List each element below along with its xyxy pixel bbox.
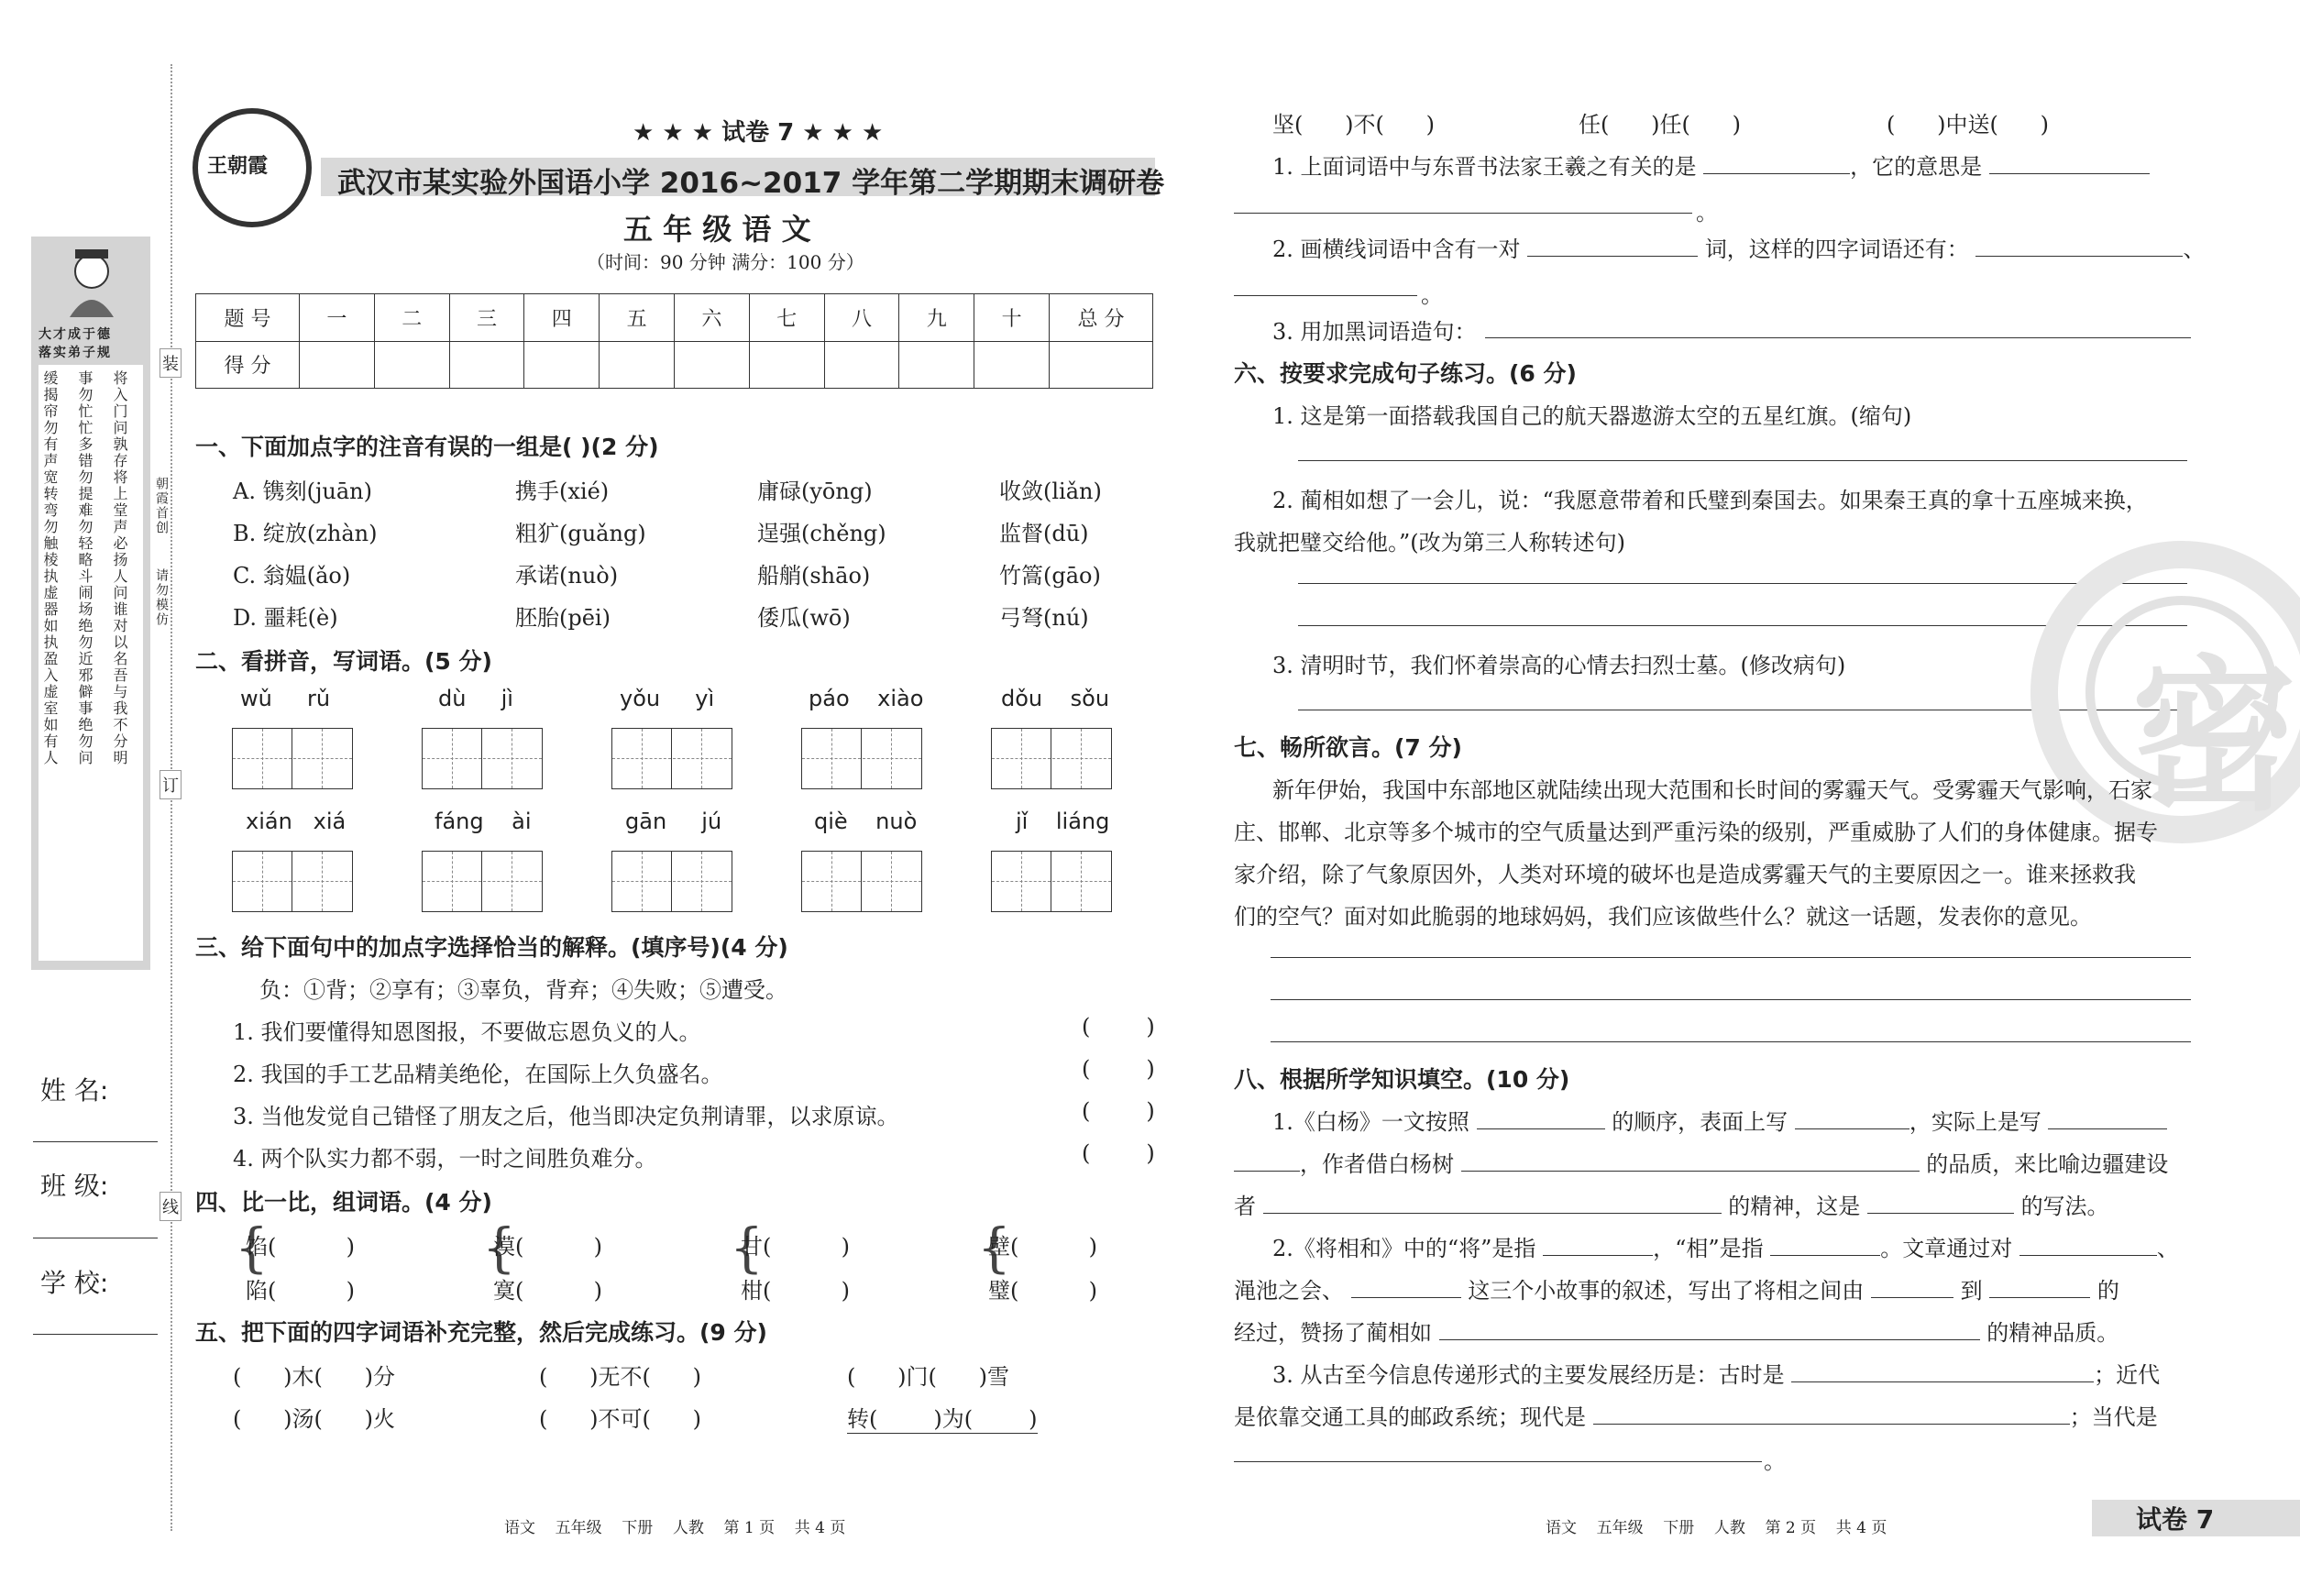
answer-line[interactable]	[1298, 583, 2187, 584]
subject-title: 五 年 级 语 文	[623, 212, 811, 247]
s8-text: 者	[1234, 1194, 1256, 1219]
score-cell[interactable]	[974, 341, 1050, 389]
s5-q3: 3. 用加黑词语造句：	[1272, 319, 1477, 345]
answer-blank[interactable]	[1989, 173, 2150, 174]
s8-q1-line1	[1272, 1104, 2167, 1136]
s8-text: 这三个小故事的叙述，写出了将相之间由	[1468, 1278, 1865, 1304]
binding-mark: 装	[160, 348, 182, 378]
binding-mark: 线	[160, 1192, 182, 1221]
writing-grid[interactable]	[422, 851, 543, 912]
section-8-title: 八、根据所学知识填空。(10 分)	[1234, 1066, 1570, 1093]
idiom-blank[interactable]: 任( )任( )	[1579, 112, 1741, 138]
sidebar-motto-2: 落实弟子规	[39, 346, 112, 360]
s1-option: 弓弩(nú)	[999, 605, 1089, 631]
answer-paren[interactable]: ( )	[1082, 1056, 1155, 1082]
s8-text: 的	[2096, 1278, 2119, 1304]
s4-pair[interactable]: 甘( )	[741, 1234, 851, 1260]
idiom-blank[interactable]: ( )不可( )	[539, 1406, 701, 1432]
pinyin-label: dù jì	[438, 686, 513, 711]
s5-q2-text: 2. 画横线词语中含有一对	[1272, 237, 1521, 262]
sidebar-panel	[31, 237, 150, 970]
motto-column: 将入门问孰存将上堂声必扬人问谁对以名吾与我不分明	[111, 370, 128, 766]
sidebar-note-1: 朝霞首创	[154, 477, 169, 535]
pinyin-label: páo xiào	[809, 686, 924, 711]
motto-box	[39, 365, 143, 961]
s8-text: 经过，赞扬了蔺相如	[1234, 1320, 1432, 1346]
footer-right: 语文 五年级 下册 人教 第 2 页 共 4 页	[1546, 1519, 1887, 1537]
writing-grid[interactable]	[991, 851, 1112, 912]
answer-line[interactable]	[1485, 337, 2191, 338]
s7-paragraph: 们的空气？面对如此脆弱的地球妈妈，我们应该做些什么？就这一话题，发表你的意见。	[1234, 904, 2092, 930]
answer-line[interactable]	[1234, 213, 1692, 214]
s1-option: 倭瓜(wō)	[757, 605, 851, 631]
s1-option: D. 噩耗(è)	[233, 605, 338, 631]
sidebar-motto-1: 大才成于德	[39, 327, 112, 342]
s8-text: 3. 从古至今信息传递形式的主要发展经历是：古时是	[1272, 1362, 1785, 1388]
answer-blank[interactable]	[1439, 1339, 1980, 1340]
answer-line[interactable]	[1271, 999, 2191, 1000]
exam-banner: ★ ★ ★ 试卷 7 ★ ★ ★	[633, 119, 884, 147]
section-5-title: 五、把下面的四字词语补充完整，然后完成练习。(9 分)	[195, 1319, 767, 1346]
score-cell[interactable]	[749, 341, 824, 389]
s8-q2-line2	[1234, 1272, 2119, 1304]
idiom-blank[interactable]: ( )汤( )火	[233, 1406, 395, 1432]
period-mark: 。	[1764, 1448, 1786, 1474]
answer-blank[interactable]	[1791, 1381, 2094, 1382]
s5-q2-text-b: 词，这样的四字词语还有：	[1704, 237, 1969, 262]
idiom-blank[interactable]: 坚( )不( )	[1272, 112, 1435, 138]
s8-text: 、	[2156, 1236, 2179, 1261]
s6-q1: 1. 这是第一面搭载我国自己的航天器遨游太空的五星红旗。(缩句)	[1272, 403, 1912, 429]
s8-text: ；当代是	[2069, 1404, 2158, 1430]
s5-q1-text-b: ，它的意思是	[1850, 154, 1983, 180]
answer-blank[interactable]	[1871, 1297, 1953, 1298]
writing-grid[interactable]	[422, 728, 543, 789]
s3-item: 1. 我们要懂得知恩图报，不要做忘恩负义的人。	[233, 1019, 701, 1045]
answer-blank[interactable]	[1234, 1171, 1300, 1172]
score-head-cell: 八	[824, 294, 899, 342]
period-mark: 。	[1696, 200, 1718, 226]
answer-line[interactable]	[1234, 1461, 1762, 1462]
s4-pair[interactable]: 壁( )	[988, 1234, 1098, 1260]
s5-q1-text: 1. 上面词语中与东晋书法家王羲之有关的是	[1272, 154, 1697, 180]
s1-option: A. 镌刻(juān)	[233, 479, 372, 504]
s4-pair[interactable]: 璧( )	[988, 1278, 1098, 1304]
section-2-title: 二、看拼音，写词语。(5 分)	[195, 648, 492, 675]
s8-text: 的品质，来比喻边疆建设	[1926, 1151, 2169, 1177]
score-value-row	[196, 341, 1153, 389]
brace-icon: {	[730, 1216, 764, 1279]
s8-text: 是依靠交通工具的邮政系统；现代是	[1234, 1404, 1586, 1430]
score-table	[195, 293, 1153, 389]
answer-blank[interactable]	[1703, 173, 1850, 174]
s8-text: ；近代	[2094, 1362, 2161, 1388]
writing-grid[interactable]	[611, 728, 732, 789]
answer-blank[interactable]	[1989, 1297, 2090, 1298]
footer-left: 语文 五年级 下册 人教 第 1 页 共 4 页	[504, 1519, 846, 1537]
answer-blank[interactable]	[1543, 1255, 1653, 1256]
school-label: 学 校:	[40, 1268, 109, 1298]
s8-text: 。文章通过对	[1880, 1236, 2013, 1261]
class-label: 班 级:	[40, 1171, 109, 1201]
answer-blank[interactable]	[1351, 1297, 1461, 1298]
s8-text: 2.《将相和》中的“将”是指	[1272, 1236, 1536, 1261]
brace-icon: {	[482, 1216, 516, 1279]
score-row-label: 得 分	[196, 341, 300, 389]
score-cell[interactable]	[449, 341, 524, 389]
s6-q3: 3. 清明时节，我们怀着崇高的心情去扫烈士墓。(修改病句)	[1272, 653, 1846, 678]
s8-text: ，实际上是写	[1909, 1109, 2041, 1135]
brace-icon: {	[235, 1216, 269, 1279]
answer-blank[interactable]	[1477, 1128, 1605, 1129]
pinyin-label: fáng ài	[435, 809, 532, 834]
score-head-cell: 五	[600, 294, 675, 342]
answer-line[interactable]	[1271, 957, 2191, 958]
motto-column: 缓揭帘勿有声宽转弯勿触棱执虚器如执盈入虚室如有人	[41, 370, 59, 766]
score-cell[interactable]	[374, 341, 449, 389]
s5-q1	[1272, 149, 2150, 181]
s8-text: 的写法。	[2020, 1194, 2109, 1219]
publisher-logo	[193, 108, 312, 227]
s1-option: 胚胎(pēi)	[515, 605, 611, 631]
s7-paragraph: 新年伊始，我国中东部地区就陆续出现大范围和长时间的雾霾天气。受雾霾天气影响，石家	[1272, 777, 2152, 803]
score-head-cell: 四	[524, 294, 600, 342]
s8-q3-line2	[1234, 1399, 2158, 1431]
writing-grid[interactable]	[232, 728, 353, 789]
s8-q3-line1	[1272, 1357, 2160, 1389]
pinyin-label: wǔ rǔ	[240, 686, 331, 711]
score-cell[interactable]	[1050, 341, 1153, 389]
answer-blank[interactable]	[1867, 1213, 2014, 1214]
section-7-title: 七、畅所欲言。(7 分)	[1234, 734, 1462, 761]
s3-item: 2. 我国的手工艺品精美绝伦，在国际上久负盛名。	[233, 1062, 723, 1087]
score-head-cell: 七	[749, 294, 824, 342]
motto-column: 事勿忙忙多错勿提难勿轻略斗闹场绝勿近邪僻事绝勿问	[76, 370, 94, 766]
s5-q2: 2. 画横线词语中含有一对 词，这样的四字词语还有： 、	[1272, 237, 2206, 262]
s8-q2-line3	[1234, 1315, 2118, 1347]
exam-title: 武汉市某实验外国语小学 2016~2017 学年第二学期期末调研卷	[337, 167, 1165, 200]
s4-pair[interactable]: 柑( )	[741, 1278, 851, 1304]
binding-mark: 订	[160, 770, 182, 799]
score-head-cell: 十	[974, 294, 1050, 342]
s1-option: C. 翁媪(ǎo)	[233, 563, 351, 589]
s8-text: ，作者借白杨树	[1300, 1151, 1454, 1177]
score-header-row	[196, 294, 1153, 342]
section-6-title: 六、按要求完成句子练习。(6 分)	[1234, 360, 1577, 387]
answer-blank[interactable]	[1263, 1213, 1722, 1214]
school-field[interactable]	[33, 1334, 158, 1335]
pinyin-label: qiè nuò	[814, 809, 918, 834]
answer-blank[interactable]	[1975, 256, 2183, 257]
idiom-blank[interactable]: 转( )为( )	[847, 1401, 1038, 1434]
s1-option: 竹篙(gāo)	[999, 563, 1101, 589]
writing-grid[interactable]	[232, 851, 353, 912]
score-head-cell: 二	[374, 294, 449, 342]
name-field[interactable]	[33, 1141, 158, 1142]
s1-option: 庸碌(yōng)	[757, 479, 873, 504]
answer-paren[interactable]: ( )	[1082, 1014, 1155, 1040]
s8-text: 的精神，这是	[1728, 1194, 1861, 1219]
s8-q2-line1	[1272, 1230, 2179, 1262]
s1-option: 收敛(liǎn)	[999, 479, 1102, 504]
idiom-blank[interactable]: ( )无不( )	[539, 1364, 701, 1390]
s8-text: 的精神品质。	[1986, 1320, 2119, 1346]
s3-item: 3. 当他发觉自己错怪了朋友之后，他当即决定负荆请罪，以求原谅。	[233, 1104, 899, 1129]
s7-paragraph: 庄、邯郸、北京等多个城市的空气质量达到严重污染的级别，严重威胁了人们的身体健康。据专	[1234, 820, 2158, 845]
pinyin-label: dǒu sǒu	[1001, 686, 1110, 711]
score-cell[interactable]	[600, 341, 675, 389]
s1-option: 监督(dū)	[999, 521, 1089, 546]
writing-grid[interactable]	[801, 728, 922, 789]
s4-pair[interactable]: 寞( )	[493, 1278, 603, 1304]
answer-line[interactable]	[1271, 1041, 2191, 1042]
watermark-seal: 密	[2030, 541, 2300, 843]
answer-line[interactable]	[1298, 460, 2187, 461]
score-cell[interactable]	[300, 341, 375, 389]
idiom-blank[interactable]: ( )木( )分	[233, 1364, 395, 1390]
answer-blank[interactable]	[1527, 256, 1698, 257]
answer-blank[interactable]	[1770, 1255, 1880, 1256]
answer-blank[interactable]	[1795, 1128, 1909, 1129]
footer-tag: 试卷 7	[2136, 1504, 2215, 1535]
pinyin-label: yǒu yì	[620, 686, 715, 711]
answer-blank[interactable]	[2048, 1128, 2167, 1129]
writing-grid[interactable]	[611, 851, 732, 912]
pinyin-label: gān jú	[625, 809, 722, 834]
s1-option: 逞强(chěng)	[757, 521, 886, 546]
idiom-blank[interactable]: ( )中送( )	[1887, 112, 2049, 138]
sidebar-note-2: 请勿模仿	[154, 568, 169, 627]
s3-item: 4. 两个队实力都不弱，一时之间胜负难分。	[233, 1146, 657, 1172]
score-head-cell: 六	[674, 294, 749, 342]
s8-text: 渑池之会、	[1234, 1278, 1344, 1304]
answer-blank[interactable]	[1461, 1171, 1920, 1172]
s1-option: 承诺(nuò)	[515, 563, 619, 589]
score-cell[interactable]	[824, 341, 899, 389]
s4-pair[interactable]: 馅( )	[246, 1234, 356, 1260]
s3-options: 负：①背；②享有；③辜负，背弃；④失败；⑤遭受。	[259, 977, 787, 1003]
score-head-cell: 三	[449, 294, 524, 342]
name-label: 姓 名:	[40, 1075, 109, 1106]
score-cell[interactable]	[524, 341, 600, 389]
section-4-title: 四、比一比，组词语。(4 分)	[195, 1189, 492, 1216]
score-head-cell: 九	[899, 294, 974, 342]
writing-grid[interactable]	[801, 851, 922, 912]
s8-text: 1.《白杨》一文按照	[1272, 1109, 1469, 1135]
answer-line[interactable]	[1234, 295, 1417, 296]
score-cell[interactable]	[674, 341, 749, 389]
s6-q2b: 我就把璧交给他。”(改为第三人称转述句)	[1234, 530, 1625, 556]
answer-blank[interactable]	[2019, 1255, 2157, 1256]
s7-paragraph: 家介绍，除了气象原因外，人类对环境的破坏也是造成雾霾天气的主要原因之一。谁来拯救我	[1234, 862, 2136, 887]
scholar-figure-icon	[57, 246, 127, 319]
answer-paren[interactable]: ( )	[1082, 1140, 1155, 1166]
s1-option: 船艄(shāo)	[757, 563, 871, 589]
score-head-cell: 一	[300, 294, 375, 342]
answer-blank[interactable]	[1593, 1424, 2070, 1425]
score-head-cell: 题 号	[196, 294, 300, 342]
section-1-title: 一、下面加点字的注音有误的一组是( )(2 分)	[195, 434, 659, 460]
pinyin-label: jǐ liáng	[1016, 809, 1110, 834]
s1-option: 粗犷(guǎng)	[515, 521, 646, 546]
s4-pair[interactable]: 漠( )	[493, 1234, 603, 1260]
brace-icon: {	[977, 1216, 1011, 1279]
s4-pair[interactable]: 陷( )	[246, 1278, 356, 1304]
s8-q1-line3	[1234, 1188, 2109, 1220]
score-head-cell: 总 分	[1050, 294, 1153, 342]
section-3-title: 三、给下面句中的加点字选择恰当的解释。(填序号)(4 分)	[195, 934, 788, 961]
answer-paren[interactable]: ( )	[1082, 1098, 1155, 1124]
logo-text: 王朝霞	[207, 155, 269, 178]
s8-text: 的顺序，表面上写	[1612, 1109, 1788, 1135]
pinyin-label: xián xiá	[246, 809, 347, 834]
period-mark: 。	[1421, 282, 1443, 308]
s1-option: 携手(xié)	[515, 479, 610, 504]
score-cell[interactable]	[899, 341, 974, 389]
s8-text: 到	[1960, 1278, 1983, 1304]
idiom-blank[interactable]: ( )门( )雪	[847, 1364, 1009, 1390]
s8-text: ，“相”是指	[1653, 1236, 1764, 1261]
s8-q1-line2	[1234, 1146, 2168, 1178]
s6-q2: 2. 蔺相如想了一会儿，说：“我愿意带着和氏璧到秦国去。如果秦王真的拿十五座城来换，	[1272, 488, 2148, 513]
writing-grid[interactable]	[991, 728, 1112, 789]
s1-option: B. 绽放(zhàn)	[233, 521, 378, 546]
exam-meta: （时间：90 分钟 满分：100 分）	[587, 251, 864, 273]
